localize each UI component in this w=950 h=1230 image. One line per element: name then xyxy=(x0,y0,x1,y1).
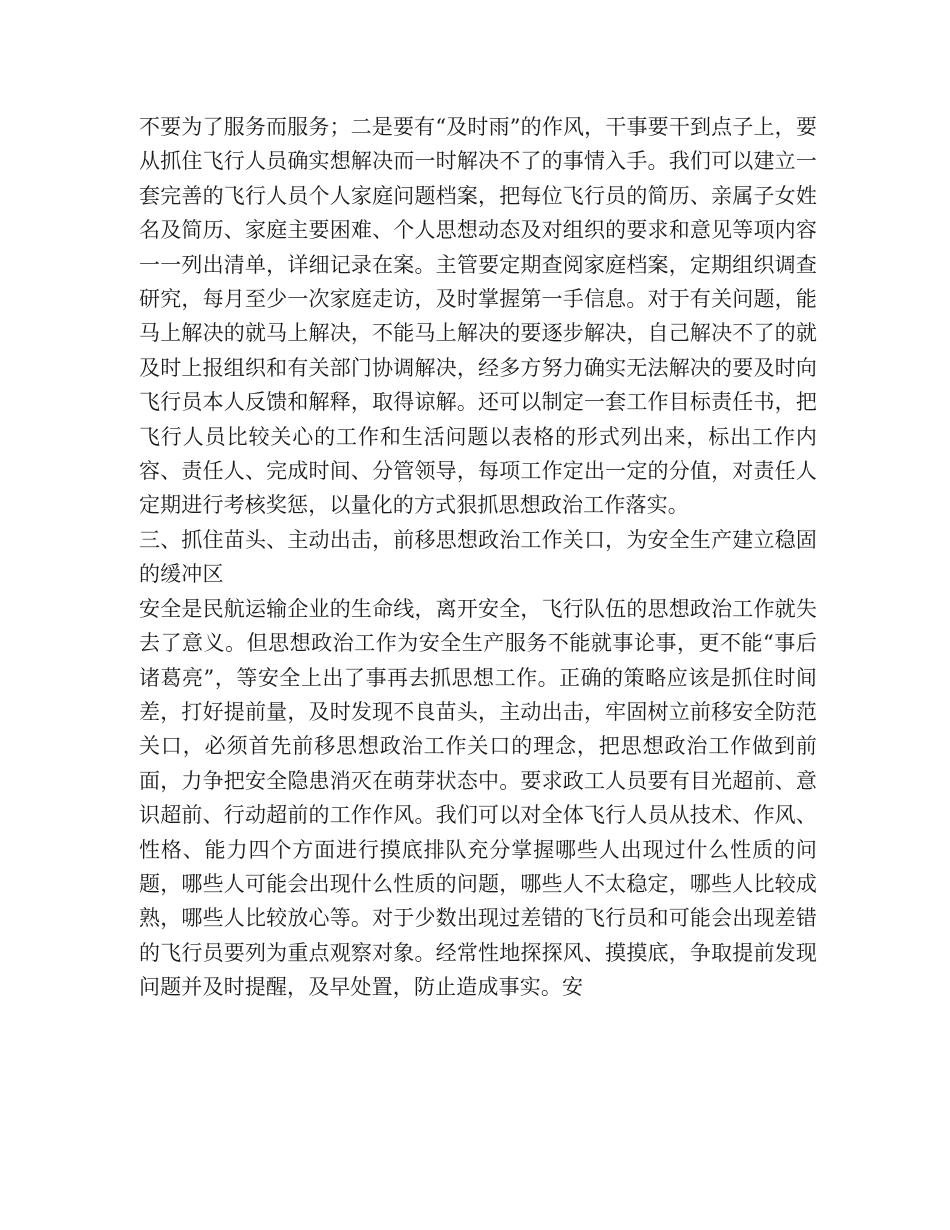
document-body xyxy=(139,110,817,1005)
section-heading-three: 三、抓住苗头、主动出击，前移思想政治工作关口，为安全生产建立稳固的缓冲区 xyxy=(139,527,817,587)
body-paragraph-safety: 安全是民航运输企业的生命线，离开安全，飞行队伍的思想政治工作就失去了意义。但思想政治工作为安全生产服务不能就事论事，更不能“事后诸葛亮”，等安全上出了事再去抓思想工作。正确的策略应该是抓住时间差，打好提前量，及时发现不良苗头，主动出击，牢固树立前移安全防范关口，必须首先前移思想政治工作关口的理念，把思想政治工作做到前面，力争把安全隐患消灭在萌芽状态中。要求政工人员要有目光超前、意识超前、行动超前的工作作风。我们可以对全体飞行人员从技术、作风、性格、能力四个方面进行摸底排队充分掌握哪些人出现过什么性质的问题，哪些人可能会出现什么性质的问题，哪些人不太稳定，哪些人比较成熟，哪些人比较放心等。对于少数出现过差错的飞行员和可能会出现差错的飞行员要列为重点观察对象。经常性地探探风、摸摸底，争取提前发现问题并及时提醒，及早处置，防止造成事实。安 xyxy=(139,596,817,1000)
body-paragraph-service: 不要为了服务而服务；二是要有“及时雨”的作风，干事要干到点子上，要从抓住飞行人员确实想解决而一时解决不了的事情入手。我们可以建立一套完善的飞行人员个人家庭问题档案，把每位飞行员的简历、亲属子女姓名及简历、家庭主要困难、个人思想动态及对组织的要求和意见等项内容一一列出清单，详细记录在案。主管要定期查阅家庭档案，定期组织调查研究，每月至少一次家庭走访，及时掌握第一手信息。对于有关问题，能马上解决的就马上解决，不能马上解决的要逐步解决，自己解决不了的就及时上报组织和有关部门协调解决，经多方努力确实无法解决的要及时向飞行员本人反馈和解释，取得谅解。还可以制定一套工作目标责任书，把飞行人员比较关心的工作和生活问题以表格的形式列出来，标出工作内容、责任人、完成时间、分管领导，每项工作定出一定的分值，对责任人定期进行考核奖惩，以量化的方式狠抓思想政治工作落实。 xyxy=(139,115,817,518)
